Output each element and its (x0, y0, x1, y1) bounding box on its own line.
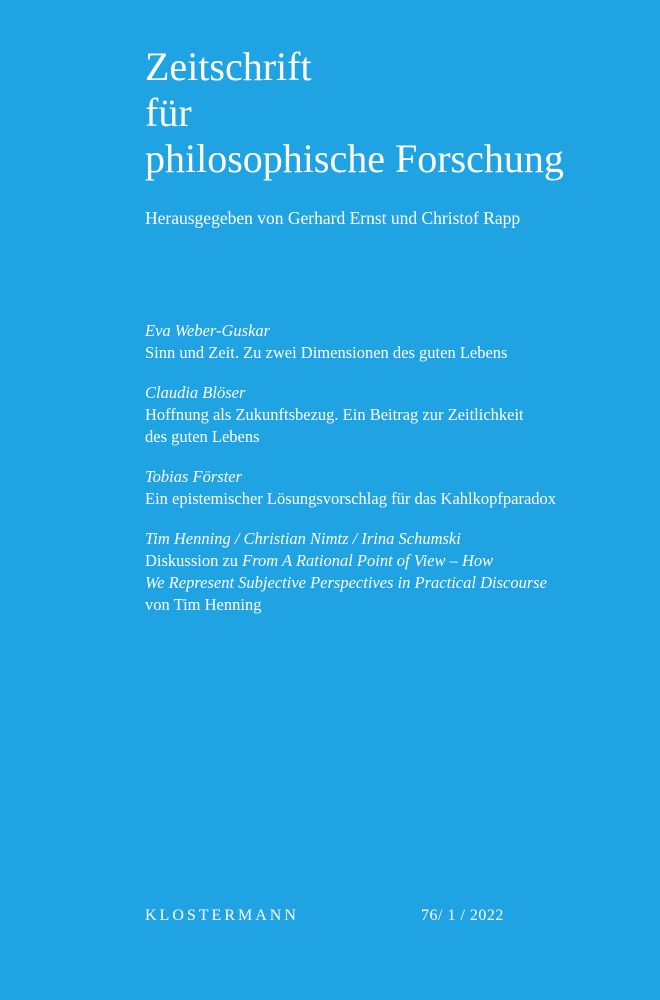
journal-title-line: Zeitschrift (145, 44, 312, 89)
entry-title (145, 550, 615, 572)
publisher-name: KLOSTERMANN (145, 907, 299, 924)
entry-title-italic: We Represent Subjective Perspectives in Practical Discourse (145, 573, 547, 592)
cover-footer (145, 904, 505, 928)
entry-title-italic: From A Rational Point of View – How (242, 551, 494, 570)
entry-author: Eva Weber-Guskar (145, 321, 271, 340)
contents-entry (145, 528, 615, 616)
entry-title-continued (145, 572, 615, 594)
issue-number: 76/ 1 / 2022 (421, 907, 504, 924)
entry-title: Sinn und Zeit. Zu zwei Dimensionen des guten Lebens (145, 343, 508, 362)
entry-title-suffix: von Tim Henning (145, 595, 262, 614)
entry-author: Tim Henning / Christian Nimtz / Irina Schumski (145, 529, 461, 548)
entry-title-continued: des guten Lebens (145, 427, 260, 446)
entry-title: Ein epistemischer Lösungsvorschlag für das Kahlkopfparadox (145, 489, 557, 508)
editors-line: Herausgegeben von Gerhard Ernst und Christof Rapp (145, 208, 521, 228)
entry-author: Tobias Förster (145, 467, 243, 486)
table-of-contents (145, 320, 615, 616)
entry-title: Hoffnung als Zukunftsbezug. Ein Beitrag zur Zeitlichkeit (145, 405, 524, 424)
entry-author: Claudia Blöser (145, 383, 246, 402)
journal-title (145, 44, 564, 182)
journal-title-line: philosophische Forschung (145, 136, 564, 181)
contents-entry (145, 466, 615, 510)
contents-entry (145, 320, 615, 364)
contents-entry (145, 382, 615, 448)
entry-title-prefix: Diskussion zu (145, 551, 239, 570)
journal-title-line: für (145, 90, 192, 135)
